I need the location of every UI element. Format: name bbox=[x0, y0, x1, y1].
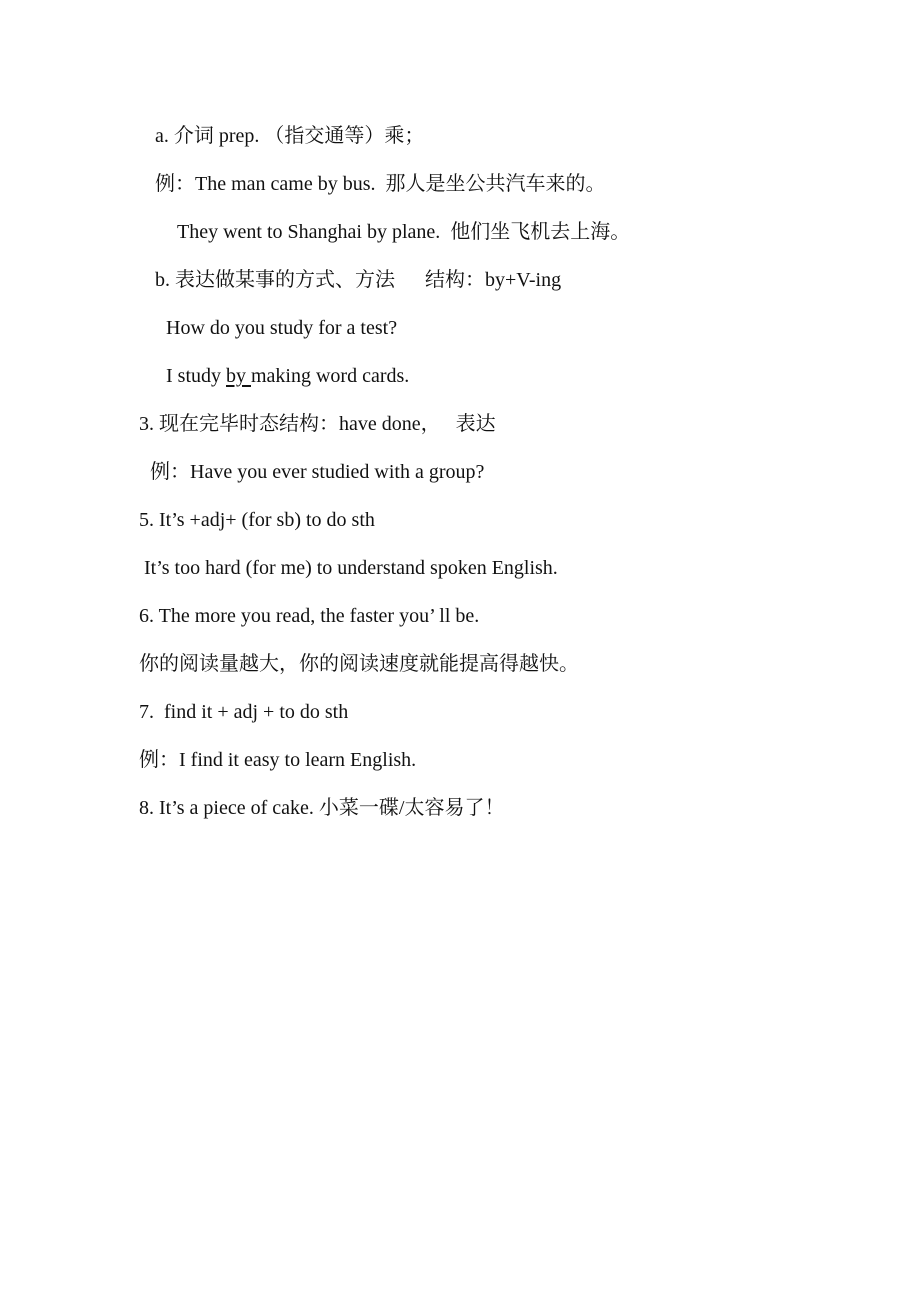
text-line-4: b. 表达做某事的方式、方法 结构：by+V-ing bbox=[155, 269, 562, 291]
text-line-8: 例：Have you ever studied with a group? bbox=[150, 461, 485, 483]
text-line-6 bbox=[166, 364, 409, 388]
text-line-6-before: I study bbox=[166, 365, 226, 387]
text-line-1: a. 介词 prep. （指交通等）乘； bbox=[155, 125, 425, 147]
text-line-15: 8. It’s a piece of cake. 小菜一碟/太容易了！ bbox=[139, 797, 505, 819]
text-line-6-after: making word cards. bbox=[251, 365, 410, 387]
text-line-9: 5. It’s +adj+ (for sb) to do sth bbox=[139, 509, 375, 531]
text-line-7: 3. 现在完毕时态结构：have done， 表达 bbox=[139, 413, 496, 435]
text-line-11: 6. The more you read, the faster you’ ll be. bbox=[139, 605, 480, 627]
text-line-10: It’s too hard (for me) to understand spoken English. bbox=[144, 557, 558, 579]
underlined-by: by bbox=[226, 365, 251, 387]
text-line-3: They went to Shanghai by plane. 他们坐飞机去上海。 bbox=[177, 221, 631, 243]
text-line-13: 7. find it + adj + to do sth bbox=[139, 701, 349, 723]
text-line-2: 例：The man came by bus. 那人是坐公共汽车来的。 bbox=[155, 173, 606, 195]
text-line-12: 你的阅读量越大，你的阅读速度就能提高得越快。 bbox=[139, 653, 579, 675]
text-line-5: How do you study for a test? bbox=[166, 317, 398, 339]
text-line-14: 例：I find it easy to learn English. bbox=[139, 749, 417, 771]
